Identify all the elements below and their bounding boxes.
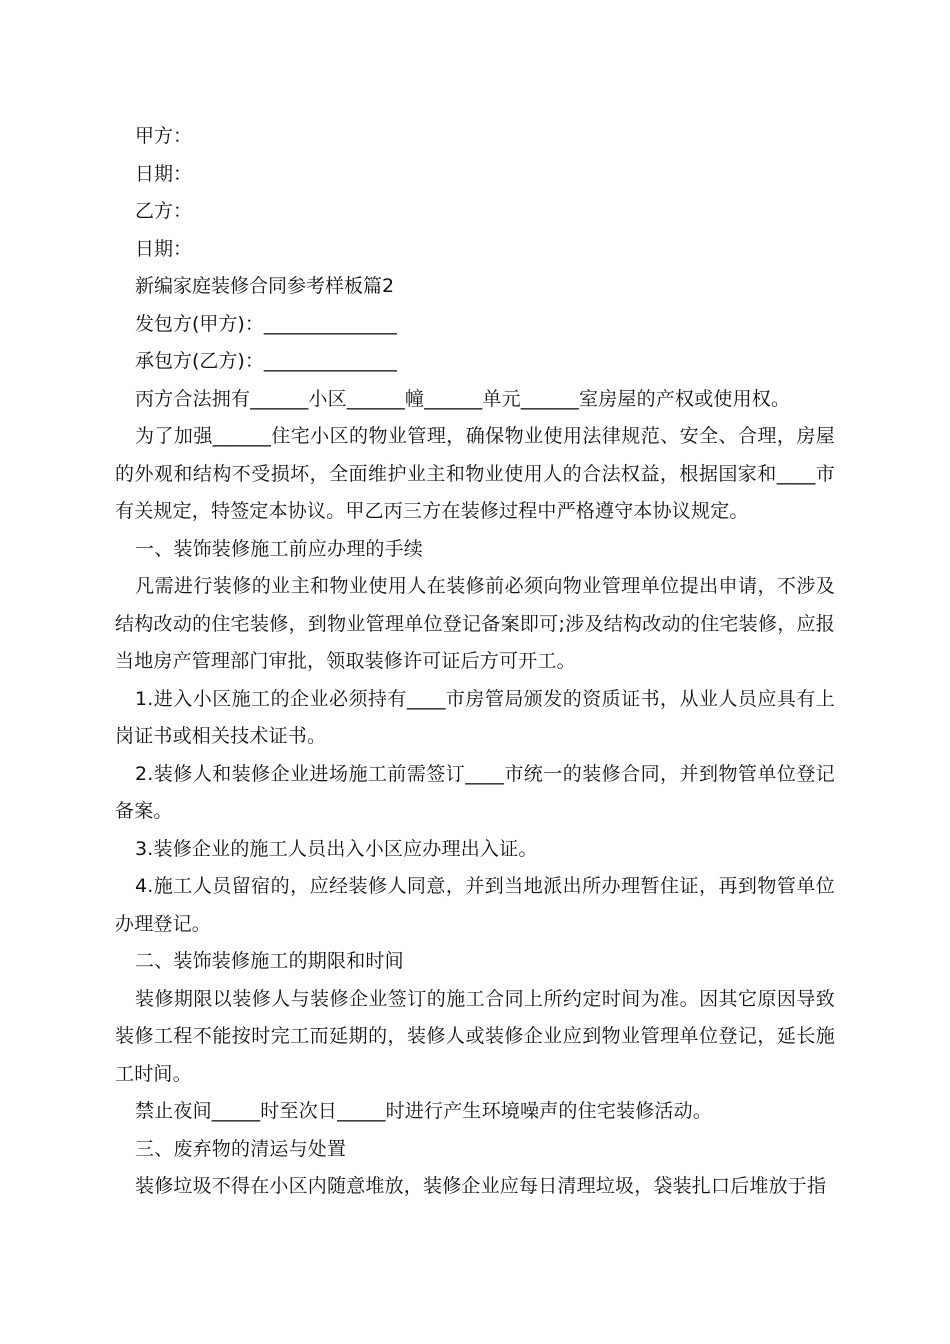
section-1-item-4: 4.施工人员留宿的，应经装修人同意，并到当地派出所办理暂住证，再到物管单位办理登记。: [115, 875, 835, 935]
employer-line: 发包方(甲方)：______________: [135, 312, 397, 335]
date-label-1: 日期：: [135, 162, 193, 185]
section-1-item-2: 2.装修人和装修企业进场施工前需签订____市统一的装修合同，并到物管单位登记备案。: [115, 762, 835, 822]
section-3-paragraph-1: 装修垃圾不得在小区内随意堆放，装修企业应每日清理垃圾，袋装扎口后堆放于指: [135, 1175, 827, 1197]
section-2-paragraph-2: 禁止夜间_____时至次日_____时进行产生环境噪声的住宅装修活动。: [135, 1100, 713, 1122]
section-1-heading: 一、装饰装修施工前应办理的手续: [135, 537, 424, 560]
document-body: [115, 118, 835, 1206]
section-3-heading: 三、废弃物的清运与处置: [135, 1137, 347, 1160]
section-1-item-3: 3.装修企业的施工人员出入小区应办理出入证。: [135, 837, 538, 860]
section-2-paragraph-1: 装修期限以装修人与装修企业签订的施工合同上所约定时间为准。因其它原因导致装修工程不能按时完工而延期的，装修人或装修企业应到物业管理单位登记，延长施工时间。: [115, 987, 835, 1085]
date-label-2: 日期：: [135, 237, 193, 260]
contractor-line: 承包方(乙方)：______________: [135, 350, 397, 372]
party-b-label: 乙方：: [135, 200, 193, 222]
purpose-paragraph: 为了加强______住宅小区的物业管理，确保物业使用法律规范、安全、合理，房屋的外观和结构不受损坏，全面维护业主和物业使用人的合法权益，根据国家和____市有关规定，特签定本协议。甲乙丙三方在装修过程中严格遵守本协议规定。: [115, 425, 835, 522]
party-a-label: 甲方：: [135, 125, 193, 147]
party-c-paragraph: 丙方合法拥有______小区______幢______单元______室房屋的产权或使用权。: [135, 387, 791, 410]
section-1-item-1: 1.进入小区施工的企业必须持有____市房管局颁发的资质证书，从业人员应具有上岗证书或相关技术证书。: [115, 687, 835, 747]
document-title: 新编家庭装修合同参考样板篇2: [135, 275, 395, 297]
section-2-heading: 二、装饰装修施工的期限和时间: [135, 950, 404, 972]
section-1-intro: 凡需进行装修的业主和物业使用人在装修前必须向物业管理单位提出申请，不涉及结构改动的住宅装修，到物业管理单位登记备案即可;涉及结构改动的住宅装修，应报当地房产管理部门审批，领取装修许可证后方可开工。: [115, 575, 835, 672]
